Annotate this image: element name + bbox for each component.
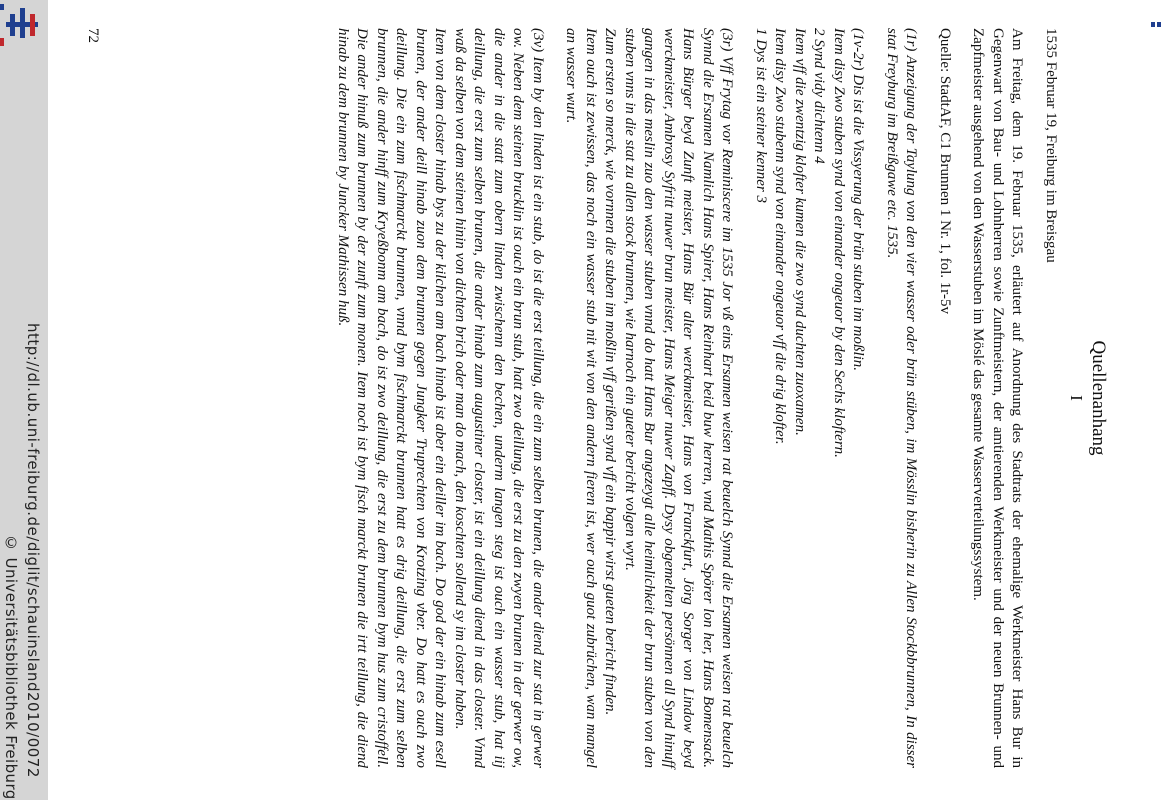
url-footer [0, 200, 48, 800]
quote-1v-line: Item vff die zwentzig klofter kumen die zwo synd duchten zuoxamen. [792, 28, 808, 436]
copyright-notice: © Universitätsbibliothek Freiburg [2, 534, 20, 800]
quote-3r-block [561, 28, 737, 768]
quote-1v-line: 2 Synd vidy dichtenn 4 [811, 28, 828, 164]
source-reference: Quelle: StadtAF, C1 Brunnen 1 Nr. 1, fol. 1r-5v [937, 28, 953, 314]
date-heading: 1535 Februar 19, Freiburg im Breisgau [1043, 28, 1059, 263]
quote-1v-block [751, 28, 868, 768]
section-number: I [1067, 395, 1086, 401]
quote-3r: (3r) Vff Frytag vor Reminiscere im 1535 Jor vß eins Ersamen weisen rat beuelch Synnd die Ersamen weisen rat beuelch Synnd die Ersamen Namlich Hans Spirer, Hans Reinhart beid buw herren, vnd Mathis Spörer lon her, Hans Bomensack. Hans Bürger beyd Zunft meister, Hans Bür alter werckmeister, Hans von Franckfurt, Jörg Sorger von Lindow beyd werckmeister, Ambrosy Syfritt nuwer brun meister, Hans Meiger nuwer Zapff. Dysy obgemelten persönnen all Synd hinuff gangen in das meslin zuo den wasser stuben vnnd do hatt Hans Bur angezeygt alle heimlichkeit der brun stuben von den stuben vnns in die stat zu allen stock brunnen, wie harnoch ein gueter bericht volgen wyrt. [622, 28, 736, 768]
quote-1v-line: (1v-2r) Dis ist die Vissyerung der brün stuben im moßlin. [850, 28, 867, 372]
scanned-page [70, 28, 1110, 768]
library-logo-icon [0, 0, 48, 60]
intro-paragraph: Am Freitag, dem 19. Februar 1535, erläutert auf Anordnung des Stadtrats der ehemalige Werkmeister Hans Bur in Gegenwart von Bau- und Lohnherren sowie Zunftmeistern, der amtierenden Werkmeister und der neuen Brunnen- und Zapfmeister ausgehend von den Wasserstuben im Möslé das gesamte Wasserverteilungssystem. [970, 28, 1026, 768]
right-edge-marker-icon [1147, 0, 1161, 60]
viewer-sidebar [0, 0, 48, 800]
page-title: Quellenanhang [1088, 340, 1109, 456]
quote-1v-line: Item disy Zwo stubenn synd von einander ongeuor vff die drig klofter. [772, 28, 789, 445]
page-number: 72 [85, 28, 101, 43]
page-url[interactable]: http://dl.ub.uni-freiburg.de/diglit/schauinsland2010/0072 [24, 323, 42, 778]
quote-1r: (1r) Anzeigung der Taylung von den vier wasser oder brün stüben, im Mösslin bisherin zu Allen Stockbbrunnen, In disser stat Freyburg im Breißgawe etc. 1535. [884, 28, 920, 768]
quote-1v-line: 1 Dys ist ein steiner kenner 3 [753, 28, 769, 203]
quote-3v-b: Item von dem closter hinab bys zu der kilchen am bach hinab ist aber ein deiller im bach. Do god der ein hinab zum esell brunen, der ander deill hinab zuon dem brunnen gegen Jungker Truprechten von Krotzing vber. Do hatt es ouch zwo deillung. Die ein zum fischmarckt brunnen, vnnd bym fischmarckt brunnen hatt es drig deillung, die erst zum selben brunnen, die ander hinff zum Kryeßbonm am bach, do ist zwo deillung, die erst zu dem brunnen bym hus zum cristoffell. Die ander hinuß zum brunnen by der zunft zum monen. Item noch ist bym fisch marckt brunen die irtt teillung, die diend hinab zu dem brunnen by Juncker Mathissen huß. [335, 28, 449, 768]
quote-3v: (3v) Item by den linden ist ein stub, do ist die erst teillung, die ein zum selben brunen, die ander diend zur stat in gerwer ow. Neben dem steinen brucklin ist ouch ein brun stub, hatt zwo deillung, die erst zu den zwyen brunen in der gerwer ow, die ander in die statt zum obern linden zwischenn den bechen, underm langen steg ist ouch ein wasser stub, hat iij deillung, die erst zum selben brunen, die ander hinab zum augustiner closter, ist ein deillung diend in das closter. Vnnd waß da selben von dem steinen hinin von dichten brich oder man do mach, den koschten sollend sy im closter haben. [452, 28, 546, 768]
quote-1v-line: Item disy Zwo stuben synd von einander ongeuor by den Sechs kloftern. [831, 28, 847, 458]
quote-3r-c: Item ouch ist zewissen, das noch ein wasser stub nit wit von den andern fieren ist, wer ouch guot zubrüchen, wan mangel an wasser wurt. [563, 28, 599, 768]
quote-3v-block [333, 28, 548, 768]
quote-3r-b: Zum ersten so merck, wie vornnen die stuben im moßlin vff gerißen synd vff ein bappir wirst gueten bericht finden. [602, 28, 619, 716]
